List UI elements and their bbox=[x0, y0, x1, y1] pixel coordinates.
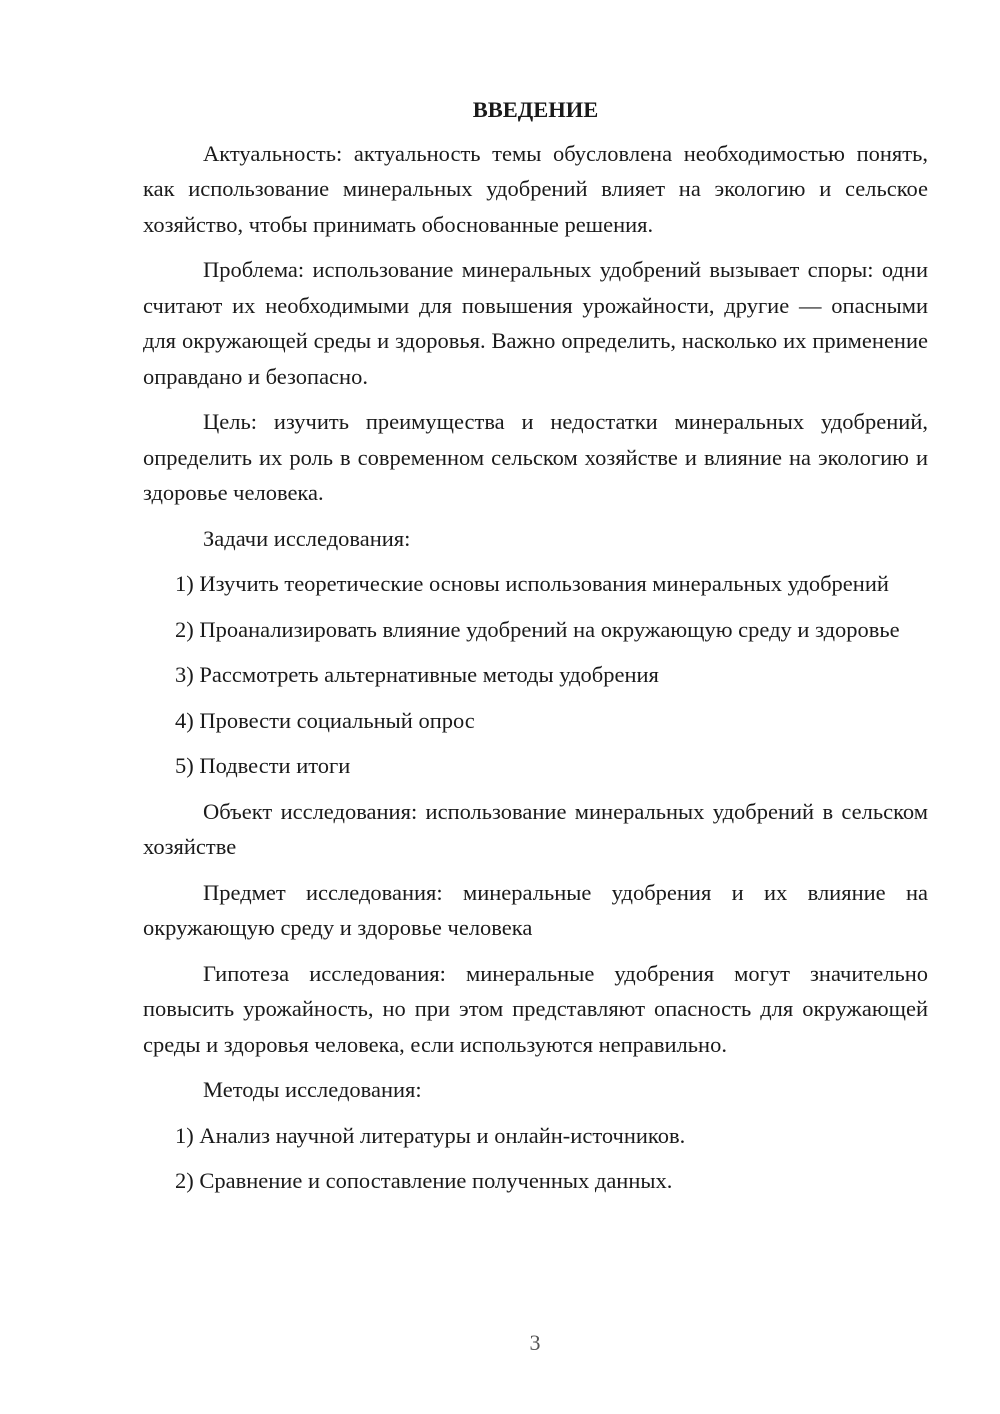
tasks-heading: Задачи исследования: bbox=[203, 525, 411, 551]
task-item: 5) Подвести итоги bbox=[175, 753, 351, 778]
method-item: 1) Анализ научной литературы и онлайн-источников. bbox=[175, 1122, 686, 1148]
page-number: 3 bbox=[529, 1330, 541, 1355]
subject-paragraph: Предмет исследования: минеральные удобрения и их влияние на окружающую среду и здоровье человека bbox=[143, 879, 928, 940]
object-paragraph: Объект исследования: использование минеральных удобрений в сельском хозяйстве bbox=[143, 798, 928, 859]
task-item: 1) Изучить теоретические основы использования минеральных удобрений bbox=[175, 571, 889, 596]
goal-paragraph: Цель: изучить преимущества и недостатки минеральных удобрений, определить их роль в современном сельском хозяйстве и влияние на экологию и здоровье человека. bbox=[143, 409, 928, 505]
relevance-paragraph: Актуальность: актуальность темы обусловлена необходимостью понять, как использование минеральных удобрений влияет на экологию и сельское хозяйство, чтобы принимать обоснованные решения. bbox=[143, 140, 928, 237]
task-item: 3) Рассмотреть альтернативные методы удобрения bbox=[175, 662, 659, 687]
problem-paragraph: Проблема: использование минеральных удобрений вызывает споры: одни считают их необходимыми для повышения урожайности, другие — опасными для окружающей среды и здоровья. Важно определить, насколько их применение оправдано и безопасно. bbox=[143, 257, 928, 389]
task-item: 4) Провести социальный опрос bbox=[175, 707, 475, 733]
hypothesis-paragraph: Гипотеза исследования: минеральные удобрения могут значительно повысить урожайность, но при этом представляют опасность для окружающей среды и здоровья человека, если используются неправильно. bbox=[143, 960, 928, 1057]
page-content bbox=[143, 92, 928, 1209]
section-title: ВВЕДЕНИЕ bbox=[472, 97, 599, 122]
methods-heading: Методы исследования: bbox=[203, 1077, 422, 1102]
method-item: 2) Сравнение и сопоставление полученных данных. bbox=[175, 1168, 673, 1193]
task-item: 2) Проанализировать влияние удобрений на окружающую среду и здоровье bbox=[175, 616, 900, 642]
